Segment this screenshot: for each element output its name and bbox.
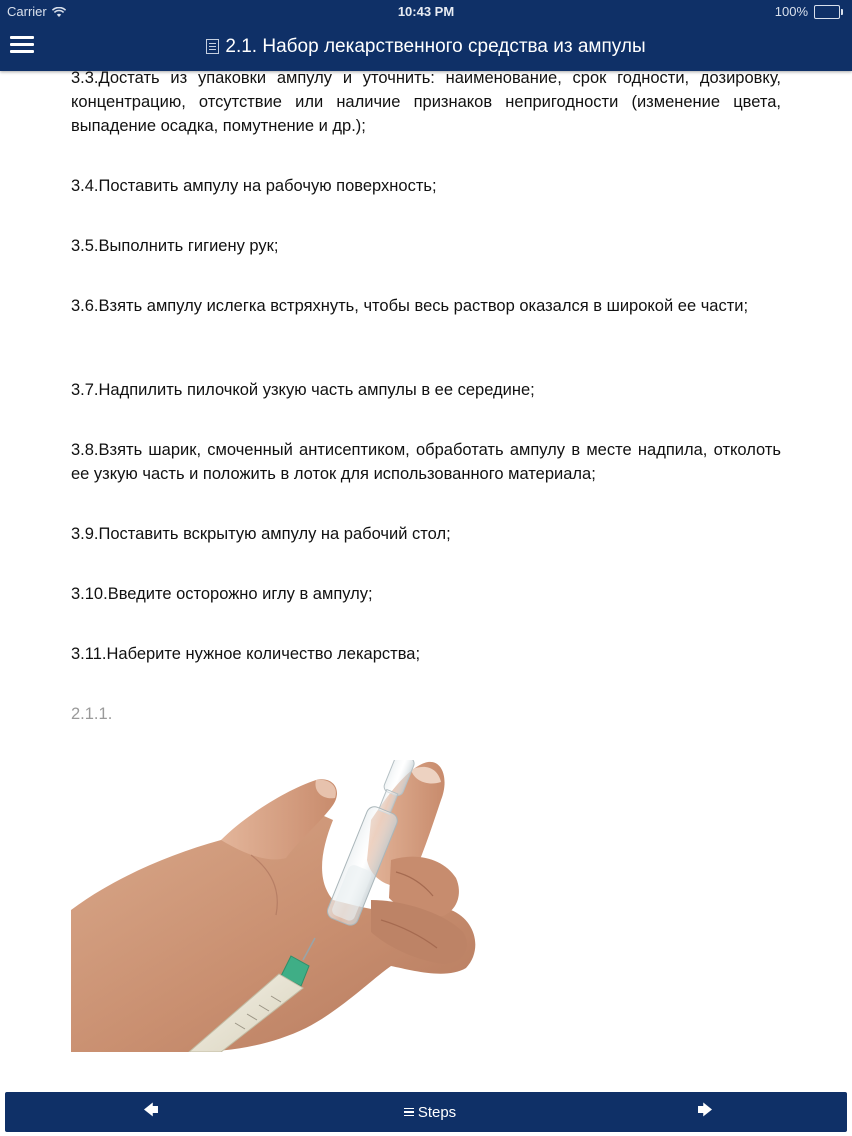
document-icon (206, 39, 219, 54)
arrow-left-icon: 🡄 (143, 1101, 159, 1119)
battery-icon (814, 5, 840, 19)
arrow-right-icon: 🡆 (697, 1101, 713, 1119)
list-icon (404, 1108, 414, 1117)
next-button[interactable] (685, 1092, 725, 1132)
step-paragraph: 3.5.Выполнить гигиену рук; (71, 237, 279, 255)
status-time: 10:43 PM (397, 4, 455, 19)
step-paragraph: 3.7.Надпилить пилочкой узкую часть ампулы в ее середине; (71, 381, 535, 399)
header-bar (0, 0, 852, 71)
step-paragraph: 3.10.Введите осторожно иглу в ампулу; (71, 585, 373, 603)
page-title-text: 2.1. Набор лекарственного средства из ампулы (225, 36, 646, 57)
figure-caption: 2.1.1. (71, 705, 113, 723)
status-right (775, 4, 840, 19)
step-paragraph: 3.4.Поставить ампулу на рабочую поверхность; (71, 177, 437, 195)
syringe-ampoule-illustration (71, 760, 491, 1052)
carrier-label: Carrier (7, 4, 47, 19)
steps-label: Steps (417, 1103, 457, 1121)
step-paragraph: 3.3.Достать из упаковки ампулу и уточнить: наименование, срок годности, дозировку, концентрацию, отсутствие или наличие признаков непригодности (изменение цвета, выпадение осадка, помутнение и др.); (71, 69, 781, 135)
page-title (0, 36, 852, 58)
bottom-toolbar (5, 1092, 847, 1132)
step-paragraph: 3.6.Взять ампулу ислегка встряхнуть, чтобы весь раствор оказался в широкой ее части; (71, 297, 749, 315)
step-paragraph: 3.8.Взять шарик, смоченный антисептиком, обработать ампулу в месте надпила, отколоть ее узкую часть и положить в лоток для использованного материала; (71, 441, 781, 483)
step-paragraph: 3.11.Наберите нужное количество лекарства; (71, 645, 421, 663)
previous-button[interactable] (131, 1092, 171, 1132)
status-bar (0, 0, 852, 22)
battery-percent: 100% (774, 4, 808, 19)
steps-button[interactable] (365, 1092, 495, 1132)
step-paragraph: 3.9.Поставить вскрытую ампулу на рабочий стол; (71, 525, 451, 543)
